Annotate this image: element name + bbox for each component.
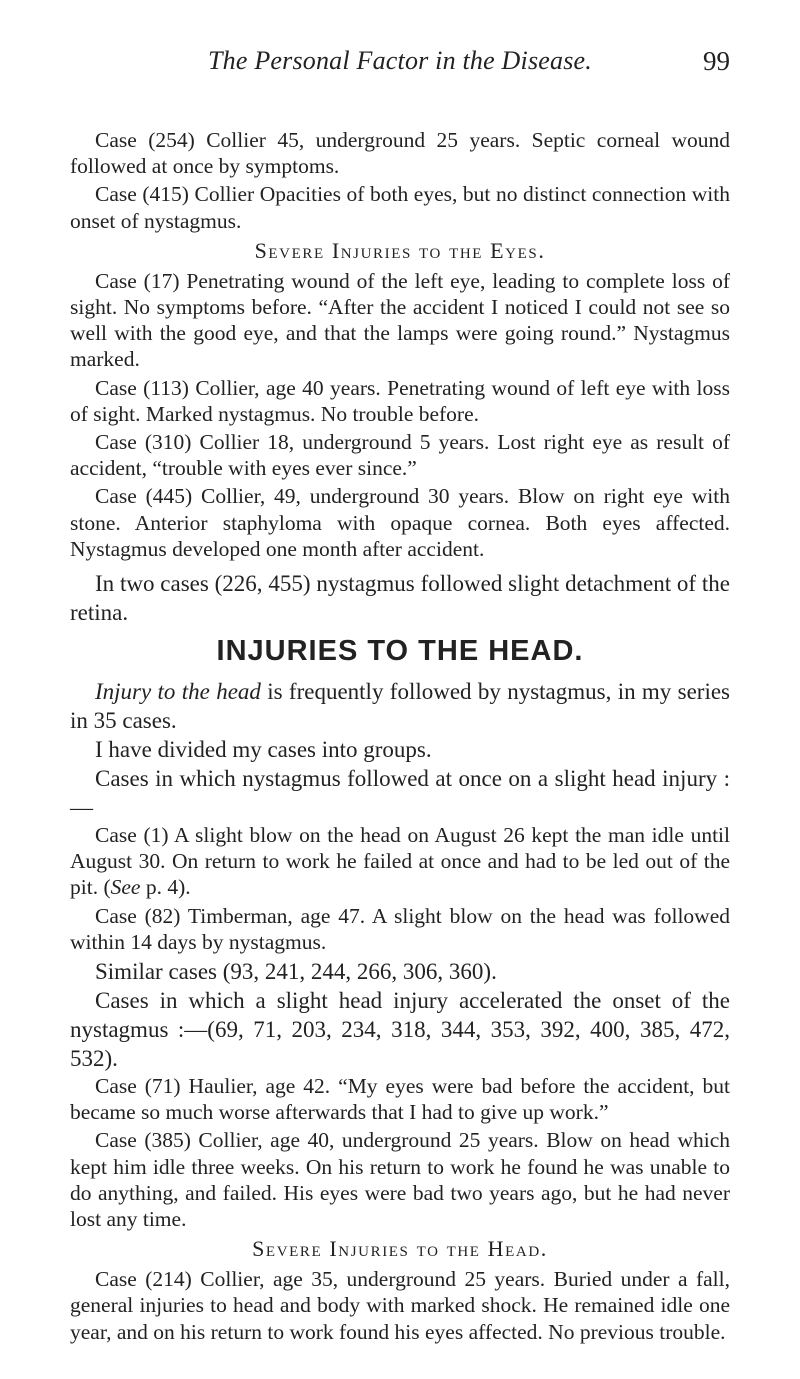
case-paragraph: Case (445) Collier, 49, underground 30 years. Blow on right eye with stone. Anterior staphyloma with opaque cornea. Both eyes affected. Nystagmus developed one month after accident. xyxy=(70,484,730,561)
head-intro-italic: Injury to the head xyxy=(95,679,261,705)
section-heading-eyes: Severe Injuries to the Eyes. xyxy=(254,237,546,263)
section-heading-head: INJURIES TO THE HEAD. xyxy=(216,635,584,668)
once-cases xyxy=(70,822,730,955)
retina-note: In two cases (226, 455) nystagmus followed slight detachment of the retina. xyxy=(70,571,730,626)
page-number: 99 xyxy=(703,46,730,76)
head-intro-rest: is frequently followed by nystagmus, in my series in 35 cases. xyxy=(70,679,731,734)
case-paragraph: Case (71) Haulier, age 42. “My eyes were bad before the accident, but became so much worse afterwards that I had to give up work.” xyxy=(70,1074,730,1125)
head-intro-block xyxy=(70,677,730,822)
accelerated-cases xyxy=(70,1073,730,1232)
similar-line: Similar cases (93, 241, 244, 266, 306, 360). xyxy=(95,959,497,985)
case-paragraph: Case (310) Collier 18, underground 5 years. Lost right eye as result of accident, “trouble with eyes ever since.” xyxy=(70,430,730,481)
once-line: Cases in which nystagmus followed at once on a slight head injury :— xyxy=(70,766,730,821)
case-paragraph: Case (82) Timberman, age 47. A slight blow on the head was followed within 14 days by nystagmus. xyxy=(70,903,730,954)
head-intro xyxy=(70,677,730,735)
case-text-end: p. 4). xyxy=(140,875,191,900)
section-heading-severe-head: Severe Injuries to the Head. xyxy=(252,1236,548,1262)
groups-line: I have divided my cases into groups. xyxy=(95,737,432,763)
case-paragraph xyxy=(70,822,730,901)
case-paragraph: Case (113) Collier, age 40 years. Penetrating wound of left eye with loss of sight. Marked nystagmus. No trouble before. xyxy=(70,375,730,426)
running-head xyxy=(70,46,730,80)
case-paragraph: Case (385) Collier, age 40, underground 25 years. Blow on head which kept him idle three weeks. On his return to work he found he was unable to do anything, and failed. His eyes were bad two years ago, but he had never lost any time. xyxy=(70,1128,730,1232)
running-head-title: The Personal Factor in the Disease. xyxy=(208,46,592,75)
case-paragraph: Case (17) Penetrating wound of the left eye, leading to complete loss of sight. No symptoms before. “After the accident I noticed I could not see so well with the good eye, and that the lamps were going round.” Nystagmus marked. xyxy=(70,268,730,372)
intro-cases xyxy=(70,127,730,234)
eyes-cases xyxy=(70,268,730,562)
case-paragraph: Case (254) Collier 45, underground 25 years. Septic corneal wound followed at once by symptoms. xyxy=(70,128,730,179)
case-text: Case (1) A slight blow on the head on August 26 kept the man idle until August 30. On return to work he failed at once and had to be led out of the pit. ( xyxy=(70,823,730,900)
page-body xyxy=(70,127,730,1347)
accelerated-line: Cases in which a slight head injury accelerated the onset of the nystagmus :—(69, 71, 203, 234, 318, 344, 353, 392, 400, 385, 472, 532). xyxy=(70,988,730,1072)
severe-head-cases xyxy=(70,1266,730,1345)
similar-block xyxy=(70,957,730,1073)
case-paragraph: Case (415) Collier Opacities of both eyes, but no distinct connection with onset of nystagmus. xyxy=(70,182,730,233)
case-paragraph: Case (214) Collier, age 35, underground 25 years. Buried under a fall, general injuries to head and body with marked shock. He remained idle one year, and on his return to work found his eyes affected. No previous trouble. xyxy=(70,1267,730,1344)
retina-note-block xyxy=(70,569,730,627)
see-reference: See xyxy=(110,875,141,900)
